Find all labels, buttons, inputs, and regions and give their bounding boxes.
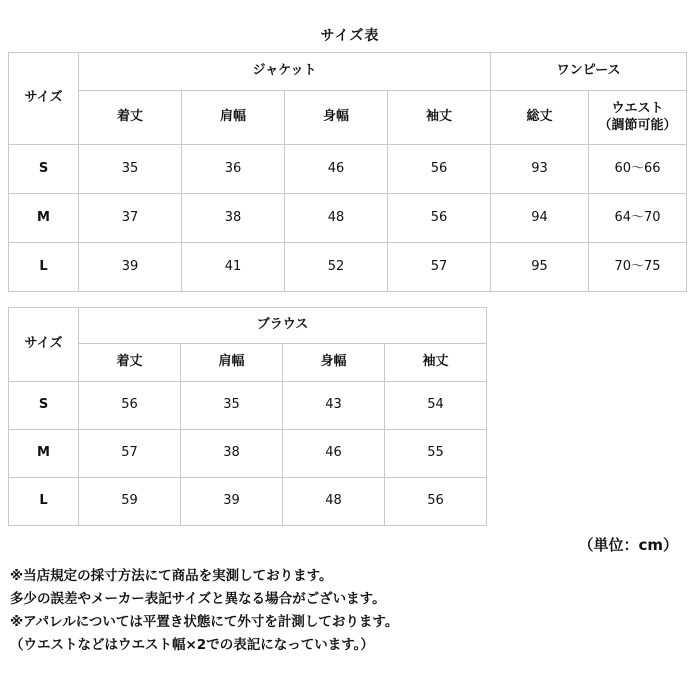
table-cell: 57	[388, 243, 491, 292]
column-header: 着丈	[79, 91, 182, 145]
table-cell: 46	[283, 430, 385, 478]
size-label: M	[9, 194, 79, 243]
column-header: 袖丈	[385, 344, 487, 382]
table-cell: 36	[182, 145, 285, 194]
size-label: S	[9, 382, 79, 430]
note-line: （ウエストなどはウエスト幅×2での表記になっています。）	[10, 637, 374, 653]
table-cell: 64～70	[589, 194, 687, 243]
table-cell: 37	[79, 194, 182, 243]
column-header-waist	[589, 91, 687, 145]
table-cell: 52	[285, 243, 388, 292]
column-header: 身幅	[283, 344, 385, 382]
table-row	[9, 478, 487, 526]
size-label: L	[9, 478, 79, 526]
table-cell: 41	[182, 243, 285, 292]
group-header-jacket: ジャケット	[79, 53, 491, 91]
table-cell: 56	[79, 382, 181, 430]
table-cell: 38	[181, 430, 283, 478]
size-label: S	[9, 145, 79, 194]
table-cell: 43	[283, 382, 385, 430]
table-cell: 39	[79, 243, 182, 292]
table-row	[9, 382, 487, 430]
size-header-cell: サイズ	[9, 308, 79, 382]
column-header: 袖丈	[388, 91, 491, 145]
table-cell: 54	[385, 382, 487, 430]
waist-note: （調節可能）	[598, 117, 677, 133]
column-header: 肩幅	[182, 91, 285, 145]
column-header: 着丈	[79, 344, 181, 382]
table-row	[9, 194, 687, 243]
table-cell: 70～75	[589, 243, 687, 292]
table-cell: 48	[283, 478, 385, 526]
column-header: 肩幅	[181, 344, 283, 382]
table-cell: 57	[79, 430, 181, 478]
page-title: サイズ表	[320, 28, 380, 44]
size-label: L	[9, 243, 79, 292]
table-cell: 39	[181, 478, 283, 526]
column-header: 総丈	[491, 91, 589, 145]
size-label: M	[9, 430, 79, 478]
size-header-cell: サイズ	[9, 53, 79, 145]
note-line: ※当店規定の採寸方法にて商品を実測しております。	[10, 568, 333, 584]
table-row	[9, 145, 687, 194]
table-cell: 60～66	[589, 145, 687, 194]
notes	[10, 565, 690, 657]
table-cell: 35	[181, 382, 283, 430]
size-table-blouse	[8, 307, 487, 526]
table-cell: 35	[79, 145, 182, 194]
table-cell: 56	[388, 194, 491, 243]
table-row	[9, 430, 487, 478]
table-cell: 48	[285, 194, 388, 243]
column-header: 身幅	[285, 91, 388, 145]
table-cell: 59	[79, 478, 181, 526]
group-header-blouse: ブラウス	[79, 308, 487, 344]
note-line: 多少の誤差やメーカー表記サイズと異なる場合がございます。	[10, 591, 386, 607]
table-cell: 38	[182, 194, 285, 243]
table-cell: 56	[388, 145, 491, 194]
unit-label: （単位：cm）	[578, 536, 678, 554]
table-cell: 94	[491, 194, 589, 243]
waist-label: ウエスト	[611, 101, 664, 117]
group-header-onepiece: ワンピース	[491, 53, 687, 91]
table-row	[9, 243, 687, 292]
note-line: ※アパレルについては平置き状態にて外寸を計測しております。	[10, 614, 399, 630]
table-cell: 55	[385, 430, 487, 478]
size-table-jacket-onepiece	[8, 52, 687, 292]
table-cell: 46	[285, 145, 388, 194]
table-cell: 95	[491, 243, 589, 292]
table-cell: 93	[491, 145, 589, 194]
table-cell: 56	[385, 478, 487, 526]
